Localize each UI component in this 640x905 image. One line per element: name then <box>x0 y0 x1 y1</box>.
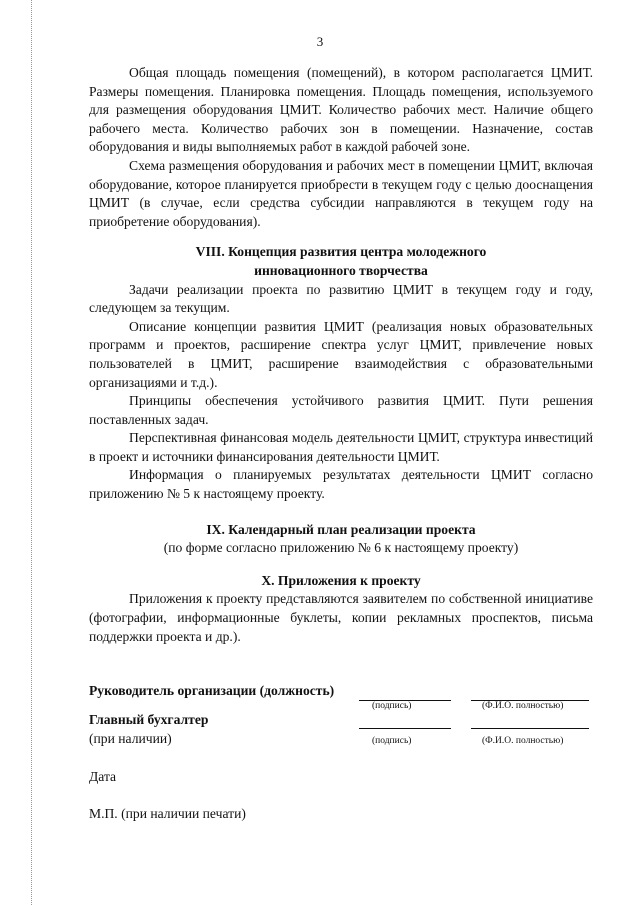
page-number: 3 <box>316 34 324 49</box>
name-caption: (Ф.И.О. полностью) <box>482 736 564 746</box>
signature-line <box>359 728 451 729</box>
section-heading-viii-line2: инновационного творчества <box>254 262 428 278</box>
head-label: Руководитель организации (должность) <box>89 683 335 698</box>
accountant-label: Главный бухгалтер <box>89 712 209 727</box>
section-subheading-ix: (по форме согласно приложению № 6 к настоящему проекту) <box>163 540 519 556</box>
paragraph: Схема размещения оборудования и рабочих мест в помещении ЦМИТ, включая оборудование, которое планируется приобрести в текущем году с целью дооснащения ЦМИТ (в случае, если средства субсидии направляются в текущем году на приобретение оборудования). <box>89 157 593 229</box>
sign-caption: (подпись) <box>372 736 412 746</box>
name-line <box>471 728 589 729</box>
document-body <box>89 64 593 646</box>
name-caption: (Ф.И.О. полностью) <box>482 701 564 711</box>
section-heading-x: X. Приложения к проекту <box>261 572 421 588</box>
page-left-edge <box>31 0 32 905</box>
sign-caption: (подпись) <box>372 701 412 711</box>
section-heading-ix: IX. Календарный план реализации проекта <box>206 521 476 537</box>
stamp-label: М.П. (при наличии печати) <box>89 806 246 821</box>
section-heading-viii-line1: VIII. Концепция развития центра молодежного <box>195 244 487 260</box>
paragraph: Задачи реализации проекта по развитию ЦМИТ в текущем году и году, следующем за текущим. <box>89 281 593 316</box>
paragraph: Приложения к проекту представляются заявителем по собственной инициативе (фотографии, информационные буклеты, копии рекламных проспектов, письма поддержки проекта и др.). <box>89 591 593 644</box>
paragraph: Общая площадь помещения (помещений), в котором располагается ЦМИТ. Размеры помещения. Планировка помещения. Площадь помещения, используемого для размещения оборудования ЦМИТ. Количество рабочих мест. Наличие общего рабочего места. Количество рабочих зон в помещении. Назначение, состав оборудования и виды выполняемых работ в каждой рабочей зоне. <box>89 65 593 155</box>
paragraph: Перспективная финансовая модель деятельности ЦМИТ, структура инвестиций в проект и источники финансирования деятельности ЦМИТ. <box>89 430 593 464</box>
paragraph: Информация о планируемых результатах деятельности ЦМИТ согласно приложению № 5 к настоящему проекту. <box>89 467 593 502</box>
accountant-note: (при наличии) <box>89 731 172 746</box>
date-label: Дата <box>89 769 117 784</box>
paragraph: Принципы обеспечения устойчивого развития ЦМИТ. Пути решения поставленных задач. <box>89 393 593 427</box>
paragraph: Описание концепции развития ЦМИТ (реализация новых образовательных программ и проектов, расширение спектра услуг ЦМИТ, привлечение новых пользователей в ЦМИТ, расширение взаимодействия с образовательными организациями и т.д.). <box>89 318 593 390</box>
